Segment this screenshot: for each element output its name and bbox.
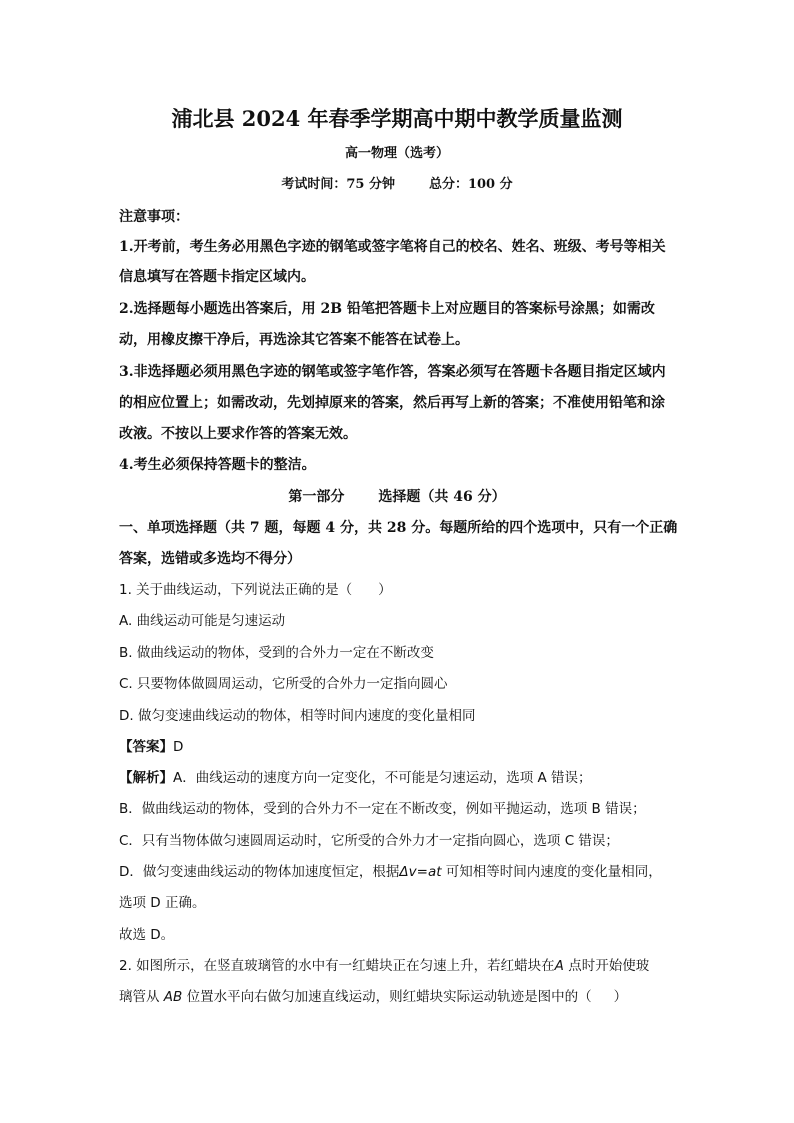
notice-item-3-line-3: 改液。不按以上要求作答的答案无效。 <box>119 426 357 442</box>
analysis-tag: 【解析】 <box>119 770 173 786</box>
answer-tag: 【答案】 <box>119 739 173 755</box>
notice-item-2-line-1: 2.选择题每小题选出答案后，用 2B 铅笔把答题卡上对应题目的答案标号涂黑；如需改 <box>119 301 655 317</box>
part-title: 选择题（共 46 分） <box>378 489 506 505</box>
question-1-answer <box>119 737 183 757</box>
exam-time: 考试时间：75 分钟 <box>281 177 395 192</box>
section-heading-line-1: 一、单项选择题（共 7 题，每题 4 分，共 28 分。每题所给的四个选项中，只有一个正确 <box>119 520 678 536</box>
question-1-analysis-d: D．做匀变速曲线运动的物体加速度恒定，根据Δv=at 可知相等时间内速度的变化量相同， <box>119 864 662 880</box>
question-1-analysis-d-line-2: 选项 D 正确。 <box>119 895 206 911</box>
question-1-conclusion: 故选 D。 <box>119 927 175 943</box>
question-1-option-d: D. 做匀变速曲线运动的物体，相等时间内速度的变化量相同 <box>119 708 476 724</box>
question-1-analysis-a: 【解析】A．曲线运动的速度方向一定变化，不可能是匀速运动，选项 A 错误； <box>119 770 592 786</box>
question-1-analysis-b: B．做曲线运动的物体，受到的合外力不一定在不断改变，例如平抛运动，选项 B 错误； <box>119 801 646 817</box>
notice-item-1-line-2: 信息填写在答题卡指定区域内。 <box>119 269 315 285</box>
question-2-line-1: 2. 如图所示，在竖直玻璃管的水中有一红蜡块正在匀速上升，若红蜡块在A 点时开始使玻 <box>119 958 650 974</box>
notice-item-3-line-2: 的相应位置上；如需改动，先划掉原来的答案，然后再写上新的答案；不准使用铅笔和涂 <box>119 395 665 411</box>
section-heading-line-2: 答案，选错或多选均不得分） <box>119 551 301 567</box>
notice-item-2-line-2: 动，用橡皮擦干净后，再选涂其它答案不能答在试卷上。 <box>119 332 469 348</box>
notice-item-4: 4.考生必须保持答题卡的整洁。 <box>119 457 316 473</box>
page-title: 浦北县 2024 年春季学期高中期中教学质量监测 <box>171 106 623 131</box>
part-label: 第一部分 <box>288 489 345 505</box>
subject-title: 高一物理（选考） <box>344 146 449 161</box>
answer-value: D <box>173 739 184 755</box>
question-1-stem: 1. 关于曲线运动，下列说法正确的是（ ） <box>119 582 392 598</box>
question-1-option-a: A. 曲线运动可能是匀速运动 <box>119 613 286 629</box>
part-heading <box>0 487 794 507</box>
notice-item-3-line-1: 3.非选择题必须用黑色字迹的钢笔或签字笔作答，答案必须写在答题卡各题目指定区域内 <box>119 364 666 380</box>
notice-heading: 注意事项： <box>119 209 189 225</box>
question-1-analysis-c: C．只有当物体做匀速圆周运动时，它所受的合外力才一定指向圆心，选项 C 错误； <box>119 833 619 849</box>
question-2-line-2: 璃管从 AB 位置水平向右做匀加速直线运动，则红蜡块实际运动轨迹是图中的（ ） <box>119 989 628 1005</box>
total-score: 总分：100 分 <box>428 177 513 192</box>
formula: Δv=at <box>399 864 442 880</box>
exam-info <box>0 175 794 195</box>
question-1-option-b: B. 做曲线运动的物体，受到的合外力一定在不断改变 <box>119 645 434 661</box>
segment-ab: AB <box>163 989 183 1005</box>
question-1-option-c: C. 只要物体做圆周运动，它所受的合外力一定指向圆心 <box>119 676 448 692</box>
notice-item-1-line-1: 1.开考前，考生务必用黑色字迹的钢笔或签字笔将自己的校名、姓名、班级、考号等相关 <box>119 239 666 255</box>
point-a: A <box>554 958 564 974</box>
